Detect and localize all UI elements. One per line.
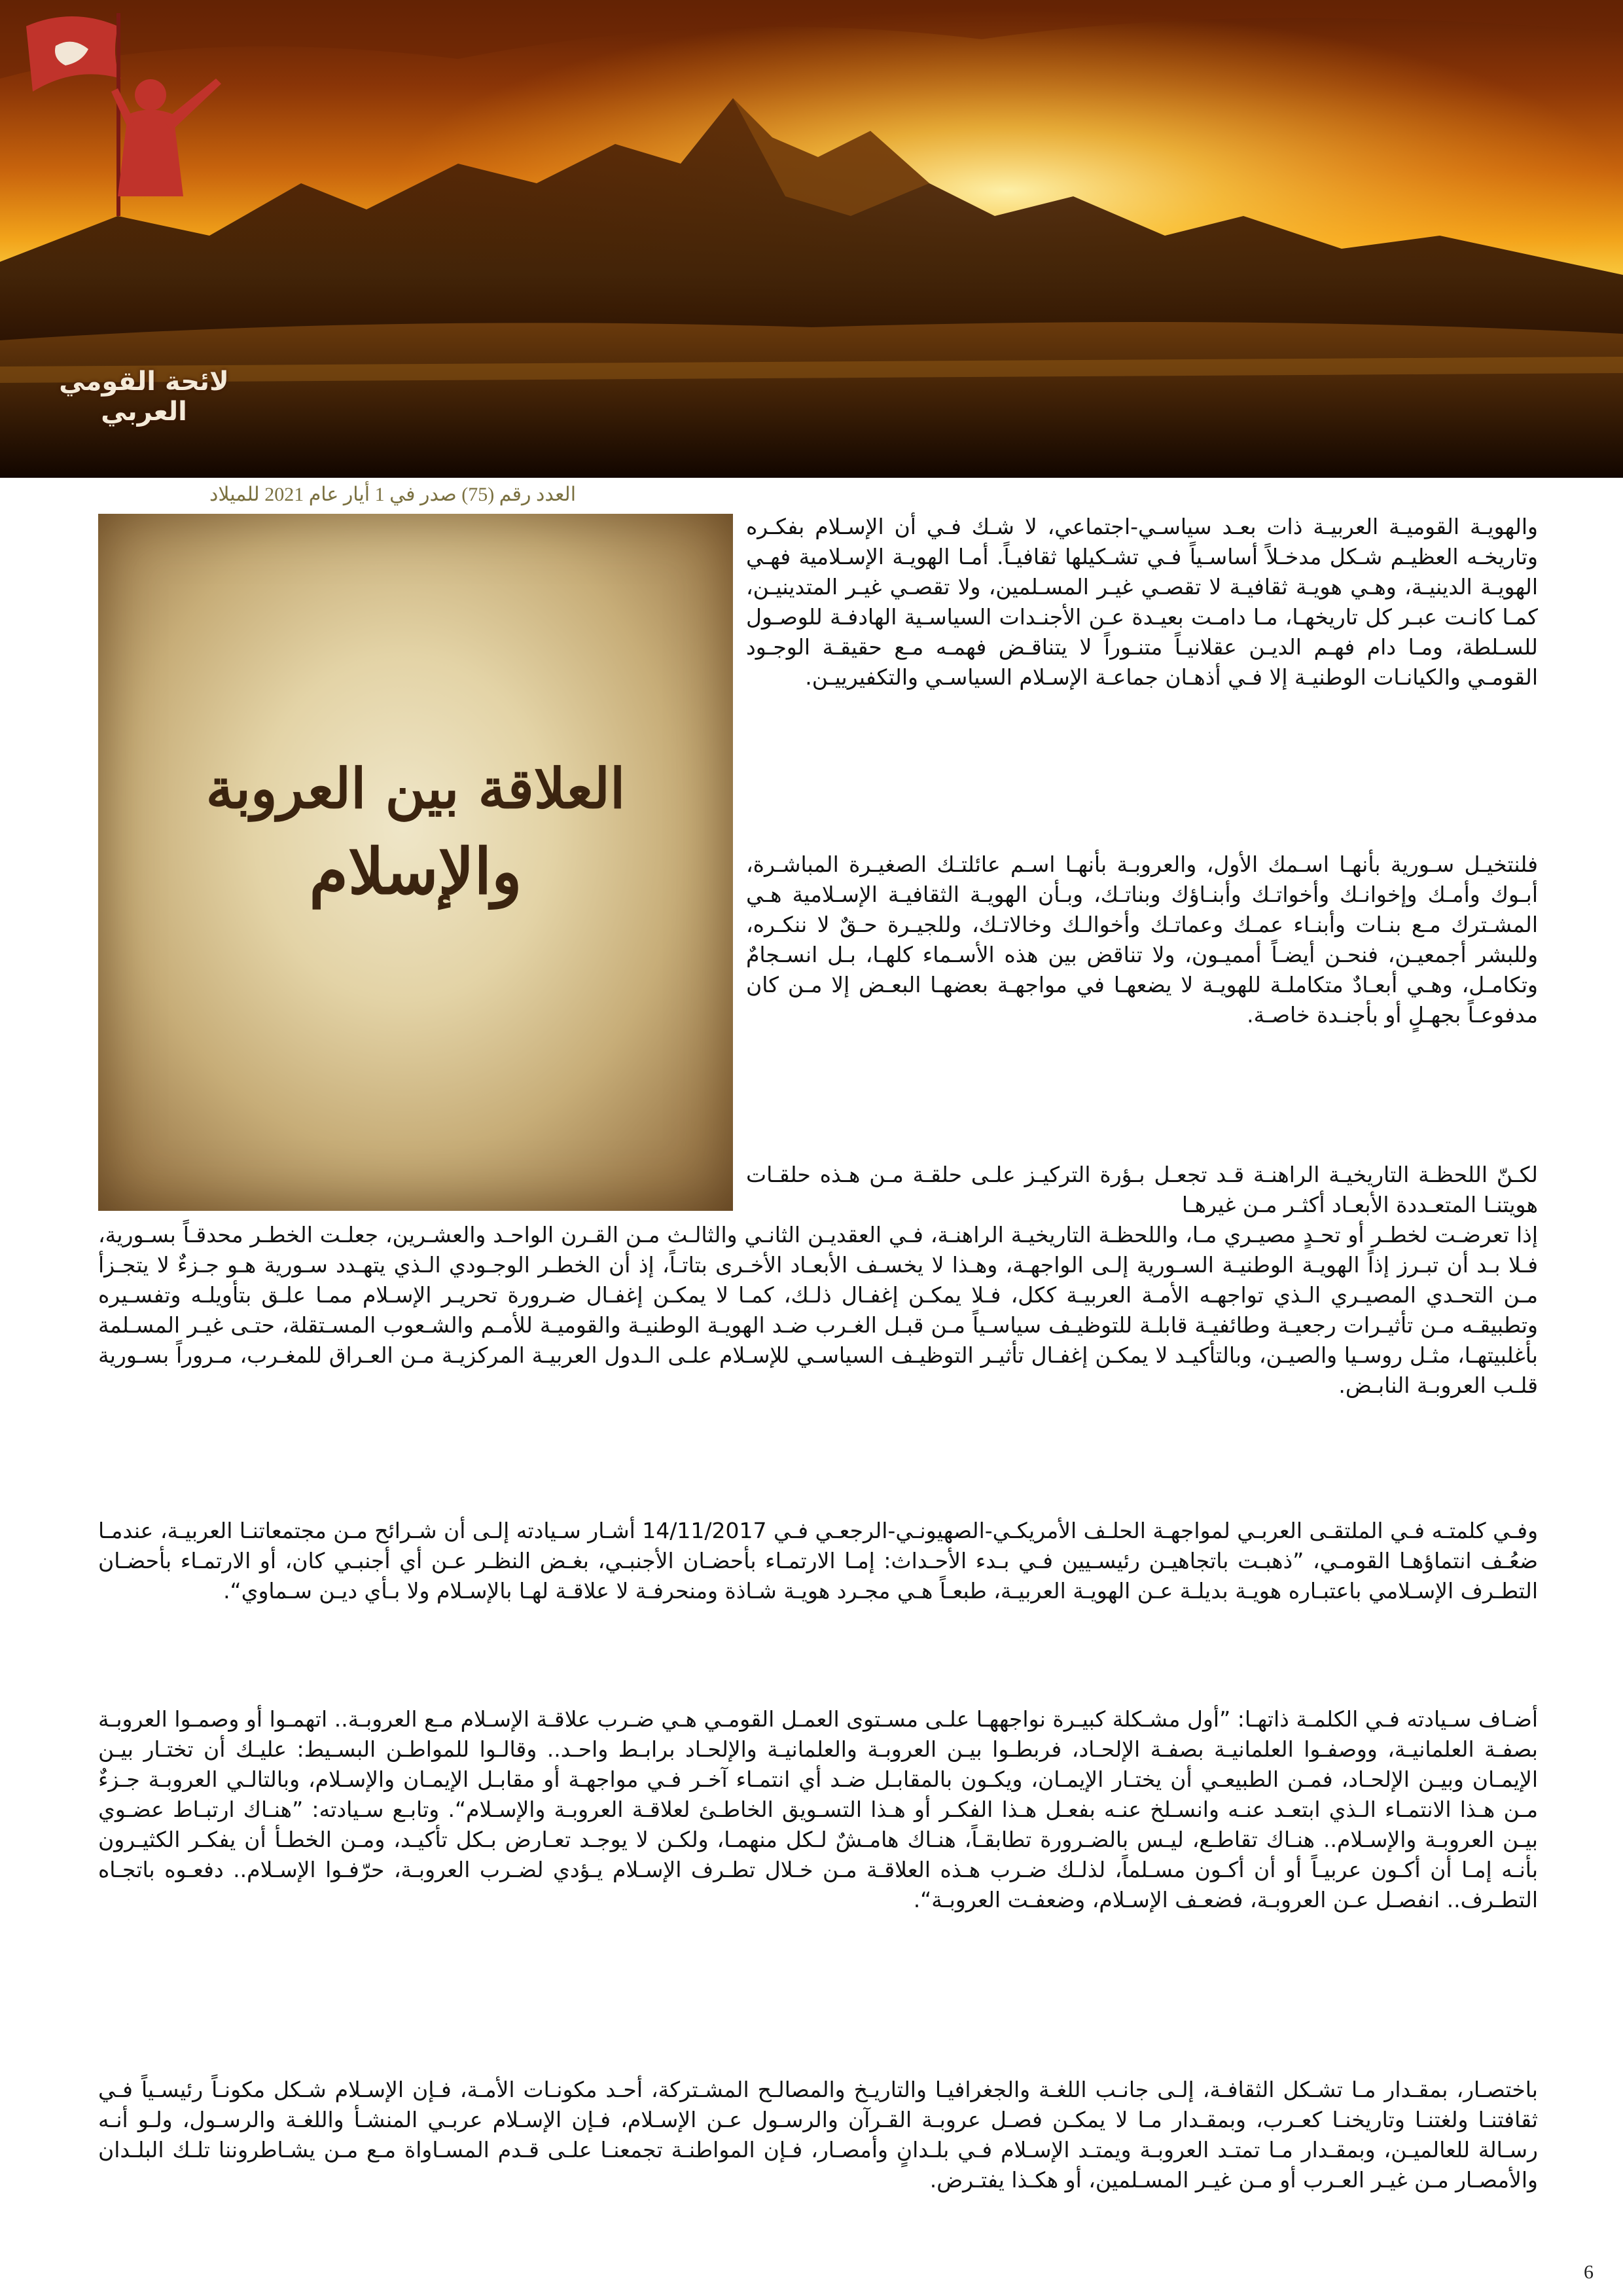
- paragraph-2: فلنتخيـل سـورية بأنهـا اسـمك الأول، والعروبـة بأنهـا اسـم عائلتـك الصغيـرة المباشـرة، أبـوك وأمـك وإخوانـك وأخواتـك وأبنـاؤك وبناتـك، وبـأن الهويـة الثقافيـة الإسـلامية هـي المشـترك مـع بنـات وأبنـاء عمـك وعماتـك وأخوالـك وخالاتـك، وللجيـرة حـقٌ لا ننكـره، وللبشر أجمعيـن، فنحـن أيضـاً أمميـون، ولا تناقض بين هذه الأسـماء كلهـا، بـل انسـجامٌ وتكامـل، وهـي أبعـادٌ متكاملـة للهويـة لا يضعهـا في مواجهـة بعضهـا البعـض إلا مـن كان مدفوعـاً بجهـلٍ أو بأجنـدة خاصـة.: [746, 852, 1538, 1028]
- artwork-title-line1: العلاقة بين العروبة: [205, 756, 626, 821]
- issue-line: العدد رقم (75) صدر في 1 أيار عام 2021 للميلاد: [209, 484, 577, 505]
- article-artwork-image: [98, 514, 733, 1211]
- logo-emblem-icon: [0, 0, 249, 262]
- artwork-title-line2: والإسلام: [309, 834, 522, 908]
- paragraph-6: باختصـار، بمقـدار مـا تشـكل الثقافـة، إلـى جانـب اللغـة والجغرافيـا والتاريـخ والمصالـح المشـتركة، أحـد مكونـات الأمـة، فـإن الإسـلام شـكل مكونـاً رئيسـياً فـي ثقافتنـا ولغتنـا وتاريخنـا كعـرب، وبمقـدار مـا لا يمكـن فصـل عروبـة القـرآن والرسـول عـن الإسـلام، فـإن الإسـلام عربـي المنشـأ واللغـة والرسـول، ولـو أنـه رسـالة للعالميـن، وبمقـدار مـا تمتـد العروبـة ويمتـد الإسـلام فـي بلـدانٍ وأمصـار، فـإن المواطنـة تجمعنـا علـى قـدم المسـاواة مـع مـن يشـاطروننا تلـك البلـدان والأمصـار مـن غيـر العـرب أو مـن غيـر المسـلمين، أو هكـذا يفتـرض.: [98, 2077, 1538, 2193]
- paragraph-5: أضـاف سـيادته فـي الكلمـة ذاتهـا: ”أول مشـكلة كبيـرة نواجههـا علـى مسـتوى العمـل القومـي هـي ضـرب علاقـة الإسـلام مـع العروبـة.. اتهمـوا أو وصمـوا العروبـة بصفـة العلمانيـة، ووصفـوا العلمانيـة بصفـة الإلحـاد، فربطـوا بيـن العروبـة والعلمانيـة والإلحـاد برابـط واحـد.. وقالـوا للمواطـن البسـيط: عليـك أن تختـار بيـن الإيمـان وبيـن الإلحـاد، فمـن الطبيعـي أن يختـار الإيمـان، ويكـون بالمقابـل ضـد أي انتمـاء آخـر فـي مواجهـة أو مقابـل الإيمـان والإسـلام، وبالتالـي العروبـة جـزءٌ مـن هـذا الانتمـاء الـذي ابتعـد عنـه وانسـلخ عنـه بفعـل هـذا الفكـر أو هـذا التسـويق الخاطـئ لعلاقـة العروبـة والإسـلام“. وتابـع سـيادته: ”هنـاك ارتبـاط عضـوي بيـن العروبـة والإسـلام.. هنـاك تقاطـع، ليـس بالضـرورة تطابقـاً، هنـاك هامـشٌ لـكل منهمـا، ولكـن لا يوجـد تعـارض بـكل تأكيـد، ومـن الخطـأ أن يفكـر الكثيـرون بأنـه إمـا أن أكـون عربيـاً أو أن أكـون مسـلماً، لذلـك ضـرب هـذه العلاقـة مـن خـلال تطـرف الإسـلام يـؤدي لضـرب العروبـة، حرّفـوا الإسـلام.. دفعـوه باتجـاه التطـرف.. انفصـل عـن العروبـة، فضعـف الإسـلام، وضعفـت العروبـة“.: [98, 1706, 1538, 1912]
- header-banner: [0, 0, 1623, 478]
- paragraph-4: وفـي كلمتـه فـي الملتقـى العربـي لمواجهـة الحلـف الأمريكـي-الصهيونـي-الرجعـي فـي 14/11/2017 أشـار سـيادته إلـى أن شـرائح مـن مجتمعاتنـا العربيـة، عندمـا ضعُـف انتماؤهـا القومـي، ”ذهبـت باتجاهيـن رئيسـيين فـي بـدء الأحـداث: إمـا الارتمـاء بأحضـان الأجنبـي، بغـض النظـر عـن أي أجنبـي كان، أو الارتمـاء بأحضـان التطـرف الإسـلامي باعتبـاره هويـة بديلـة عـن الهويـة العربيـة، طبعـاً هـي مجـرد هويـة شـاذة ومنحرفـة لا علاقـة لهـا بالإسـلام ولا بـأي ديـن سـماوي“.: [98, 1518, 1539, 1604]
- page-number: 6: [1584, 2261, 1594, 2283]
- paragraph-3-rest: إذا تعرضـت لخطـر أو تحـدٍ مصيـري مـا، واللحظـة التاريخيـة الراهنـة، فـي العقديـن الثانـي والثالـث مـن القـرن الواحـد والعشـرين، جعلـت الخطـر محدقـاً بسـورية، فـلا بـد أن تبـرز إذاً الهويـة الوطنيـة السـورية إلـى الواجهـة، وهـذا لا يخسـف الأبعـاد الأخـرى بتاتـاً، إذ أن الخطـر الوجـودي الـذي يتهـدد سـورية هـو جـزءٌ لا يتجـزأ مـن التحـدي المصيـري الـذي تواجهـه الأمـة العربيـة ككل، فـلا يمكـن إغفـال ذلـك، كمـا لا يمكـن إغفـال ضـرورة تحريـر الإسـلام ممـا علـق بتأويلـه وتفسـيره وتطبيقـه مـن تأثيـرات رجعيـة وطائفيـة قابلـة للتوظيـف سياسـياً مـن قبـل الغـرب ضـد الهويـة الوطنيـة والقوميـة للأمـم والشـعوب المسـتقلة، حتـى غيـر المسـلمة بأغلبيتهـا، مثـل روسـيا والصيـن، وبالتأكيـد لا يمكـن إغفـال تأثيـر التوظيـف السياسـي للإسـلام علـى الـدول العربيـة المركزيـة مـن العـراق للمغـرب، مـروراً بسـورية قلـب العروبـة النابـض.: [98, 1222, 1538, 1398]
- paragraph-1: والهويـة القوميـة العربيـة ذات بعـد سياسـي-اجتماعي، لا شـك فـي أن الإسـلام بفكـره وتاريخـه العظيـم شـكل مدخـلاً أساسـياً فـي تشـكيلها ثقافيـاً. أمـا الهويـة الإسـلامية فهـي الهويـة الدينيـة، وهـي هويـة ثقافيـة لا تقصـي غيـر المسـلمين، ولا تقصـي غيـر المتدينيـن، كمـا كانـت عبـر كل تاريخهـا، مـا دامـت بعيـدة عـن الأجنـدات السياسـية الهادفـة للوصـول للسـلطة، ومـا دام فهـم الديـن عقلانيـاً متنـوراً لا يتناقـض فهمـه مـع حقيقـة الوجـود القومـي والكيانـات الوطنيـة إلا فـي أذهـان جماعـة الإسـلام السياسـي والتكفيرييـن.: [746, 514, 1538, 690]
- paragraph-3-top: لكـنّ اللحظـة التاريخيـة الراهنـة قـد تجعـل بـؤرة التركيـز علـى حلقـة مـن هـذه حلقـات هويتنـا المتعـددة الأبعـاد أكثـر مـن غيرهـا: [746, 1162, 1538, 1217]
- logo-text: لائحة القومي العربي: [59, 367, 229, 427]
